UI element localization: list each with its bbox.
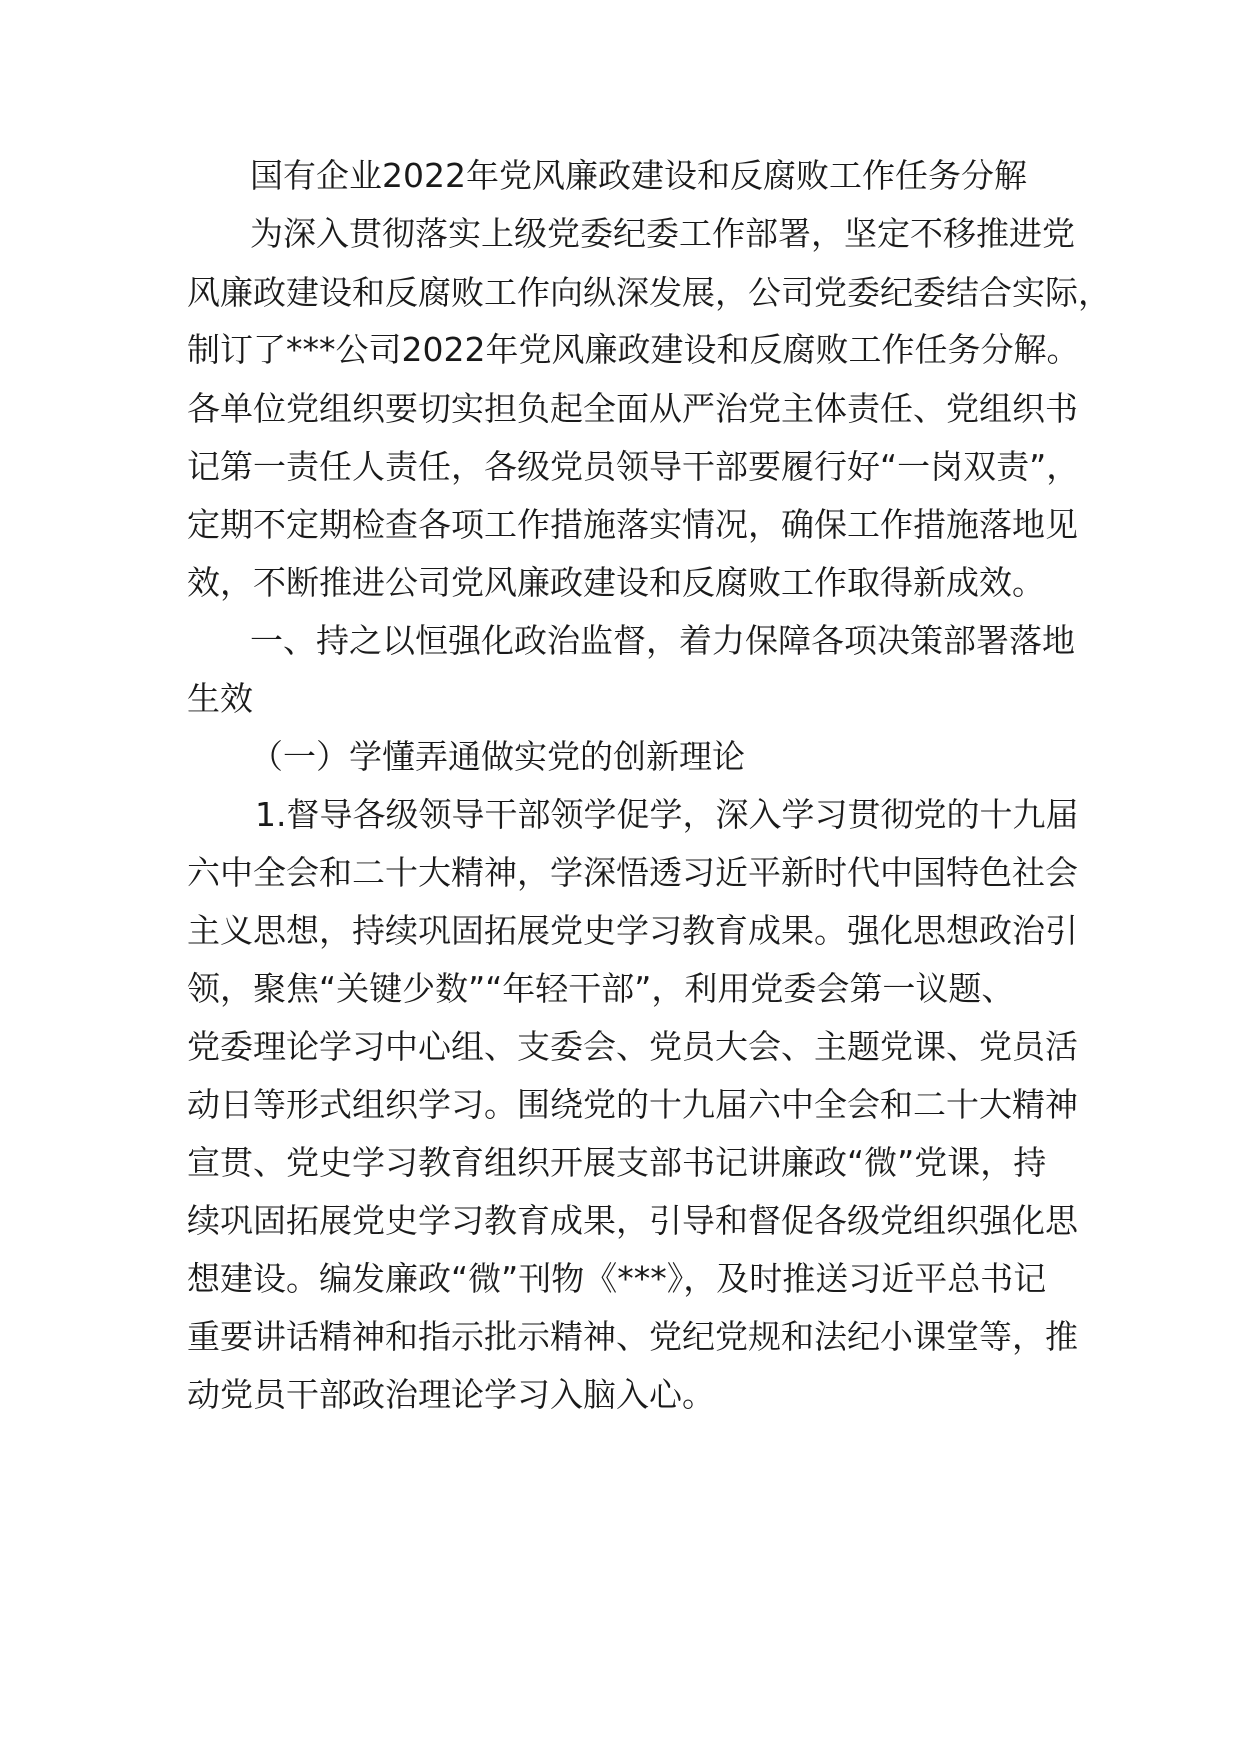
item1-line-6: 动日等形式组织学习。围绕党的十九届六中全会和二十大精神 [187, 1085, 1078, 1124]
section-heading-line-2: 生效 [187, 679, 253, 718]
item1-line-10: 重要讲话精神和指示批示精神、党纪党规和法纪小课堂等，推 [187, 1317, 1078, 1356]
intro-line-4: 各单位党组织要切实担负起全面从严治党主体责任、党组织书 [187, 389, 1078, 428]
intro-line-7: 效，不断推进公司党风廉政建设和反腐败工作取得新成效。 [187, 563, 1045, 602]
item1-line-11: 动党员干部政治理论学习入脑入心。 [187, 1375, 715, 1414]
item1-line-8: 续巩固拓展党史学习教育成果，引导和督促各级党组织强化思 [187, 1201, 1078, 1240]
item1-line-2: 六中全会和二十大精神，学深悟透习近平新时代中国特色社会 [187, 853, 1078, 892]
section-heading-line-1: 一、持之以恒强化政治监督，着力保障各项决策部署落地 [250, 621, 1075, 660]
item1-line-4: 领，聚焦“关键少数”“年轻干部”，利用党委会第一议题、 [187, 969, 1015, 1008]
item1-line-1: 1.督导各级领导干部领学促学，深入学习贯彻党的十九届 [255, 795, 1079, 834]
intro-line-5: 记第一责任人责任，各级党员领导干部要履行好“一岗双责”， [187, 447, 1080, 486]
item1-line-7: 宣贯、党史学习教育组织开展支部书记讲廉政“微”党课，持 [187, 1143, 1047, 1182]
intro-line-2: 风廉政建设和反腐败工作向纵深发展，公司党委纪委结合实际， [187, 273, 1111, 312]
item1-line-9: 想建设。编发廉政“微”刊物《***》，及时推送习近平总书记 [187, 1259, 1047, 1298]
item1-line-3: 主义思想，持续巩固拓展党史学习教育成果。强化思想政治引 [187, 911, 1078, 950]
subsection-heading: （一）学懂弄通做实党的创新理论 [250, 737, 745, 776]
intro-line-1: 为深入贯彻落实上级党委纪委工作部署，坚定不移推进党 [250, 214, 1075, 253]
item1-line-5: 党委理论学习中心组、支委会、党员大会、主题党课、党员活 [187, 1027, 1078, 1066]
intro-line-3: 制订了***公司2022年党风廉政建设和反腐败工作任务分解。 [187, 330, 1080, 369]
document-title: 国有企业2022年党风廉政建设和反腐败工作任务分解 [250, 156, 1027, 195]
intro-line-6: 定期不定期检查各项工作措施落实情况，确保工作措施落地见 [187, 505, 1078, 544]
